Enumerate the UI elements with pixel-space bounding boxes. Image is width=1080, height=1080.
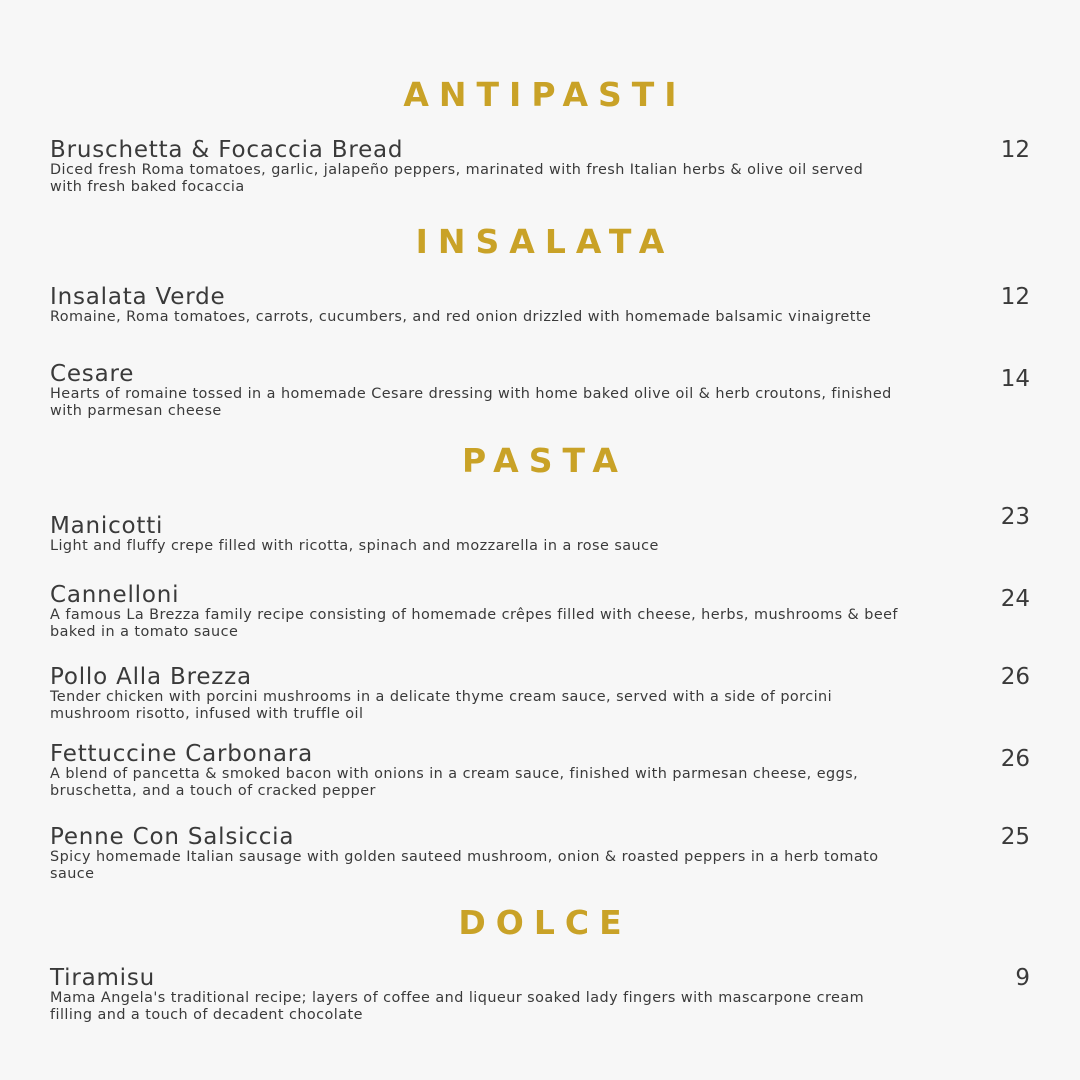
item-price: 14 bbox=[1000, 366, 1030, 392]
menu-item-cesare bbox=[50, 362, 1030, 419]
item-name: Manicotti bbox=[50, 513, 164, 539]
item-name: Cesare bbox=[50, 361, 135, 387]
item-description: Tender chicken with porcini mushrooms in a delicate thyme cream sauce, served with a side of porcini mushroom risotto, infused with truffle oil bbox=[50, 689, 833, 722]
item-description: Hearts of romaine tossed in a homemade Cesare dressing with home baked olive oil & herb croutons, finished with parmesan cheese bbox=[50, 386, 892, 419]
item-description: Romaine, Roma tomatoes, carrots, cucumbers, and red onion drizzled with homemade balsamic vinaigrette bbox=[50, 309, 872, 325]
section-title-insalata: INSALATA bbox=[415, 222, 675, 261]
section-title-dolce: DOLCE bbox=[458, 903, 632, 942]
item-description: A famous La Brezza family recipe consisting of homemade crêpes filled with cheese, herbs, mushrooms & beef baked in a tomato sauce bbox=[50, 607, 898, 640]
item-description: Diced fresh Roma tomatoes, garlic, jalapeño peppers, marinated with fresh Italian herbs & olive oil served with fresh baked focaccia bbox=[50, 162, 864, 195]
menu-item-bruschetta bbox=[50, 138, 1030, 195]
item-name: Penne Con Salsiccia bbox=[50, 824, 295, 850]
item-price: 12 bbox=[1000, 284, 1030, 310]
section-title-antipasti: ANTIPASTI bbox=[403, 75, 687, 114]
menu-item-insalata-verde bbox=[50, 285, 1030, 326]
item-price: 26 bbox=[1000, 664, 1030, 690]
item-name: Tiramisu bbox=[50, 965, 156, 991]
section-title-pasta: PASTA bbox=[462, 441, 628, 480]
item-name: Cannelloni bbox=[50, 582, 180, 608]
item-description: A blend of pancetta & smoked bacon with onions in a cream sauce, finished with parmesan cheese, eggs, bruschetta, and a touch of cracked pepper bbox=[50, 766, 859, 799]
menu-item-manicotti bbox=[50, 514, 1030, 555]
item-description: Light and fluffy crepe filled with ricotta, spinach and mozzarella in a rose sauce bbox=[50, 538, 659, 554]
item-price: 23 bbox=[1000, 504, 1030, 530]
menu-item-cannelloni bbox=[50, 583, 1030, 640]
item-price: 24 bbox=[1000, 586, 1030, 612]
menu-item-pollo-alla-brezza bbox=[50, 665, 1030, 722]
item-price: 12 bbox=[1000, 137, 1030, 163]
item-name: Insalata Verde bbox=[50, 284, 226, 310]
item-price: 26 bbox=[1000, 746, 1030, 772]
item-price: 25 bbox=[1000, 824, 1030, 850]
item-price: 9 bbox=[1015, 965, 1030, 991]
menu-item-tiramisu bbox=[50, 966, 1030, 1023]
item-name: Fettuccine Carbonara bbox=[50, 741, 313, 767]
item-description: Mama Angela's traditional recipe; layers of coffee and liqueur soaked lady fingers with mascarpone cream filling and a touch of decadent chocolate bbox=[50, 990, 865, 1023]
menu-item-fettuccine-carbonara bbox=[50, 742, 1030, 799]
item-name: Pollo Alla Brezza bbox=[50, 664, 252, 690]
item-name: Bruschetta & Focaccia Bread bbox=[50, 137, 404, 163]
menu-item-penne-con-salsiccia bbox=[50, 825, 1030, 882]
item-description: Spicy homemade Italian sausage with golden sauteed mushroom, onion & roasted peppers in a herb tomato sauce bbox=[50, 849, 879, 882]
